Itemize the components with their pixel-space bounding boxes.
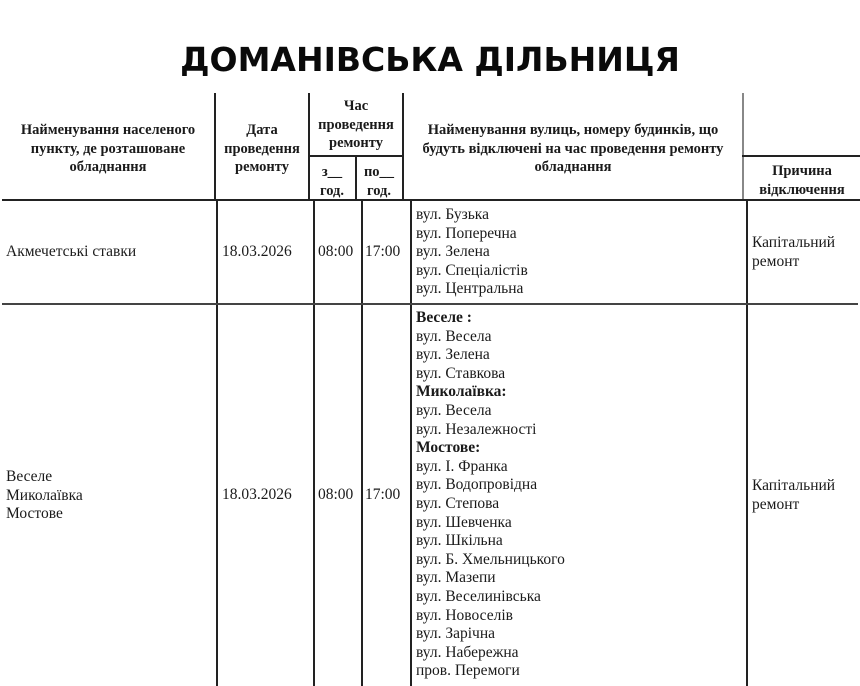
street-item: вул. Веселинівська xyxy=(416,587,541,605)
header-divider xyxy=(308,155,403,157)
reason-line: Капітальний xyxy=(752,234,836,251)
settlement-name: Акмечетські ставки xyxy=(6,243,137,260)
street-item: вул. Центральна xyxy=(416,280,524,298)
street-item: вул. Шевченка xyxy=(416,513,512,531)
street-item: вул. Спеціалістів xyxy=(416,261,528,279)
body-divider xyxy=(410,200,412,686)
row-divider xyxy=(2,303,858,305)
time-to-cell: 17:00 xyxy=(365,243,401,260)
reason-line: ремонт xyxy=(752,252,800,270)
reason-cell xyxy=(752,477,835,514)
street-item: вул. Новоселів xyxy=(416,606,513,624)
streets-cell xyxy=(416,206,528,299)
time-from-cell: 08:00 xyxy=(318,486,354,503)
header-bottom-border xyxy=(2,199,860,201)
settlement-name: Веселе xyxy=(6,468,53,485)
header-reason: Причина відключення xyxy=(759,163,845,198)
header-time-from: з__ год. xyxy=(319,164,344,199)
header-time-to: по__ год. xyxy=(363,164,395,199)
settlement-group-heading: Веселе : xyxy=(416,309,472,326)
street-item: вул. Зарічна xyxy=(416,625,496,643)
street-item: вул. Мазепи xyxy=(416,569,496,587)
body-divider xyxy=(313,200,315,686)
reason-line: ремонт xyxy=(752,495,800,513)
street-item: вул. Шкільна xyxy=(416,532,503,550)
time-from-cell: 08:00 xyxy=(318,243,354,260)
body-divider xyxy=(216,200,218,686)
settlement-name: Миколаївка xyxy=(6,486,83,504)
street-item: вул. Б. Хмельницького xyxy=(416,550,565,568)
settlement-cell xyxy=(6,243,212,262)
street-item: вул. Водопровідна xyxy=(416,476,538,494)
settlement-group-heading: Мостове: xyxy=(416,439,481,457)
body-divider xyxy=(746,200,748,686)
header-time: Час проведення ремонту xyxy=(318,98,394,151)
date-cell: 18.03.2026 xyxy=(222,486,292,503)
body-divider xyxy=(361,200,363,686)
street-item: вул. Степова xyxy=(416,494,500,512)
header-settlement: Найменування населеного пункту, де розташоване обладнання xyxy=(20,122,196,175)
header-divider xyxy=(402,93,404,200)
header-divider xyxy=(742,155,860,157)
time-to-cell: 17:00 xyxy=(365,486,401,503)
settlement-cell xyxy=(6,468,212,524)
street-item: вул. Весела xyxy=(416,401,492,419)
street-item: вул. Весела xyxy=(416,327,492,345)
header-divider xyxy=(214,93,216,200)
street-item: вул. Незалежності xyxy=(416,420,537,438)
street-item: вул. Зелена xyxy=(416,346,490,364)
reason-cell xyxy=(752,234,835,271)
street-item: вул. Поперечна xyxy=(416,224,517,242)
street-item: вул. Ставкова xyxy=(416,364,506,382)
street-item: вул. Набережна xyxy=(416,643,519,661)
street-item: пров. Перемоги xyxy=(416,662,520,680)
street-item: вул. І. Франка xyxy=(416,457,508,475)
header-streets: Найменування вулиць, номеру будинків, що будуть відключені на час проведення ремонту обладнання xyxy=(422,122,724,175)
header-date: Дата проведення ремонту xyxy=(224,122,300,175)
street-item: вул. Бузька xyxy=(416,206,489,223)
streets-cell xyxy=(416,309,565,681)
page-title: ДОМАНІВСЬКА ДІЛЬНИЦЯ xyxy=(180,40,680,79)
date-cell: 18.03.2026 xyxy=(222,243,292,260)
reason-line: Капітальний xyxy=(752,477,836,494)
settlement-name: Мостове xyxy=(6,505,63,523)
settlement-group-heading: Миколаївка: xyxy=(416,383,507,401)
street-item: вул. Зелена xyxy=(416,243,490,261)
